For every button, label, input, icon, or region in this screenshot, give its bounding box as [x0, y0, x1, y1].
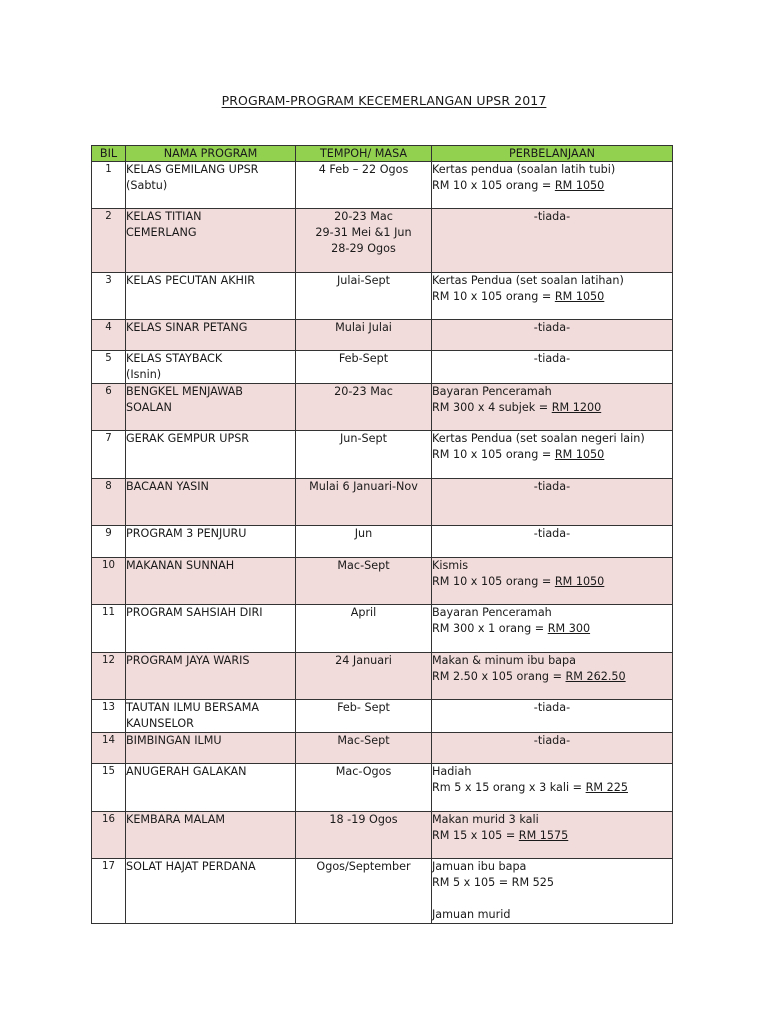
cost-line [432, 574, 672, 590]
cost-text: Bayaran Penceramah [432, 606, 552, 619]
cost-line [432, 764, 672, 780]
cell-nama-program [126, 162, 296, 209]
cell-tempoh-masa [296, 733, 432, 764]
table-row [92, 733, 673, 764]
blank-line [432, 891, 672, 907]
cell-bil: 13 [92, 700, 126, 733]
cost-line [432, 384, 672, 400]
cell-nama-program [126, 273, 296, 320]
header-bil: BIL [92, 146, 126, 162]
cost-total: RM 1050 [554, 179, 605, 192]
cost-line [432, 907, 672, 923]
cell-nama-program [126, 812, 296, 859]
cost-line [432, 289, 672, 305]
tempoh-line: 20-23 Mac [334, 385, 393, 398]
cost-text: RM 15 x 105 = [432, 829, 519, 842]
cost-line [432, 351, 672, 367]
cell-tempoh-masa [296, 653, 432, 700]
cell-bil: 11 [92, 605, 126, 653]
table-row [92, 526, 673, 558]
program-name-line: KELAS GEMILANG UPSR [126, 163, 259, 176]
program-name-line: KELAS SINAR PETANG [126, 321, 248, 334]
cost-line [432, 558, 672, 574]
cost-text: Rm 5 x 15 orang x 3 kali = [432, 781, 586, 794]
cell-perbelanjaan [432, 431, 673, 479]
program-name-line: TAUTAN ILMU BERSAMA [126, 701, 260, 714]
table-row [92, 162, 673, 209]
tempoh-line: 4 Feb – 22 Ogos [318, 163, 409, 176]
cell-tempoh-masa [296, 162, 432, 209]
cost-text: Kertas Pendua (set soalan negeri lain) [432, 432, 645, 445]
cell-tempoh-masa [296, 273, 432, 320]
cost-text: Makan & minum ibu bapa [432, 654, 576, 667]
program-name-line: BACAAN YASIN [126, 480, 209, 493]
cell-bil: 5 [92, 351, 126, 384]
cell-perbelanjaan [432, 351, 673, 384]
cost-text: Jamuan ibu bapa [432, 860, 527, 873]
table-row [92, 384, 673, 431]
cell-perbelanjaan [432, 479, 673, 526]
cost-text: -tiada- [533, 480, 571, 493]
tempoh-line: Mac-Sept [337, 559, 390, 572]
cost-line [432, 700, 672, 716]
cost-text: Jamuan murid [432, 908, 511, 921]
cost-line [432, 621, 672, 637]
cell-nama-program [126, 558, 296, 605]
document-title-text: PROGRAM-PROGRAM KECEMERLANGAN UPSR 2017 [221, 93, 547, 108]
cell-perbelanjaan [432, 700, 673, 733]
cell-tempoh-masa [296, 700, 432, 733]
cell-nama-program [126, 653, 296, 700]
cell-tempoh-masa [296, 526, 432, 558]
cell-tempoh-masa [296, 859, 432, 924]
tempoh-line: Feb-Sept [338, 352, 389, 365]
program-name-line: BIMBINGAN ILMU [126, 734, 222, 747]
cost-text: RM 300 x 1 orang = [432, 622, 548, 635]
cell-nama-program [126, 605, 296, 653]
program-name-line: (Sabtu) [126, 179, 168, 192]
tempoh-line: Mulai 6 Januari-Nov [309, 480, 418, 493]
cost-line [432, 669, 672, 685]
tempoh-line: 20-23 Mac [334, 210, 393, 223]
program-name-line: (Isnin) [126, 368, 162, 381]
cost-line [432, 812, 672, 828]
cell-tempoh-masa [296, 209, 432, 273]
tempoh-line: April [350, 606, 377, 619]
table-row [92, 605, 673, 653]
cost-line [432, 273, 672, 289]
cost-total: RM 225 [585, 781, 628, 794]
cost-total: RM 1575 [518, 829, 569, 842]
cost-line [432, 733, 672, 749]
cost-text: -tiada- [533, 210, 571, 223]
cell-perbelanjaan [432, 273, 673, 320]
cell-perbelanjaan [432, 209, 673, 273]
table-row [92, 558, 673, 605]
table-row [92, 764, 673, 812]
cell-nama-program [126, 431, 296, 479]
cost-text: RM 10 x 105 orang = [432, 575, 555, 588]
cost-text: Kismis [432, 559, 469, 572]
cell-nama-program [126, 859, 296, 924]
cell-bil: 1 [92, 162, 126, 209]
program-name-line: PROGRAM SAHSIAH DIRI [126, 606, 263, 619]
program-table [91, 145, 673, 924]
cell-nama-program [126, 479, 296, 526]
program-name-line: MAKANAN SUNNAH [126, 559, 235, 572]
cost-text: RM 10 x 105 orang = [432, 179, 555, 192]
program-name-line: KAUNSELOR [126, 717, 194, 730]
cost-line [432, 209, 672, 225]
cost-total: RM 1050 [554, 575, 605, 588]
cell-perbelanjaan [432, 653, 673, 700]
cell-bil: 7 [92, 431, 126, 479]
cell-nama-program [126, 526, 296, 558]
cell-nama-program [126, 384, 296, 431]
cell-tempoh-masa [296, 558, 432, 605]
table-row [92, 209, 673, 273]
cell-perbelanjaan [432, 605, 673, 653]
cell-bil: 3 [92, 273, 126, 320]
tempoh-line: Jun [354, 527, 373, 540]
cell-nama-program [126, 733, 296, 764]
table-row [92, 431, 673, 479]
cell-bil: 6 [92, 384, 126, 431]
cell-nama-program [126, 209, 296, 273]
cost-line [432, 875, 672, 891]
cost-line [432, 828, 672, 844]
cell-perbelanjaan [432, 733, 673, 764]
cell-tempoh-masa [296, 479, 432, 526]
cost-line [432, 178, 672, 194]
cell-nama-program [126, 351, 296, 384]
cost-line [432, 447, 672, 463]
cost-text: Bayaran Penceramah [432, 385, 552, 398]
header-perbelanjaan: PERBELANJAAN [432, 146, 673, 162]
header-nama-program: NAMA PROGRAM [126, 146, 296, 162]
cost-text: Kertas pendua (soalan latih tubi) [432, 163, 616, 176]
cell-perbelanjaan [432, 162, 673, 209]
tempoh-line: Ogos/September [316, 860, 411, 873]
tempoh-line: Mac-Sept [337, 734, 390, 747]
cell-perbelanjaan [432, 812, 673, 859]
table-row [92, 700, 673, 733]
cost-total: RM 1200 [551, 401, 602, 414]
cell-perbelanjaan [432, 320, 673, 351]
cost-line [432, 526, 672, 542]
tempoh-line: 28-29 Ogos [331, 242, 396, 255]
program-name-line: GERAK GEMPUR UPSR [126, 432, 250, 445]
program-name-line: PROGRAM JAYA WARIS [126, 654, 250, 667]
cost-total: RM 300 [547, 622, 591, 635]
cell-nama-program [126, 320, 296, 351]
cost-text: RM 2.50 x 105 orang = [432, 670, 566, 683]
table-header-row [92, 146, 673, 162]
program-name-line: ANUGERAH GALAKAN [126, 765, 247, 778]
program-name-line: KELAS TITIAN [126, 210, 202, 223]
cell-perbelanjaan [432, 764, 673, 812]
cell-tempoh-masa [296, 351, 432, 384]
tempoh-line: Jun-Sept [340, 432, 387, 445]
cell-tempoh-masa [296, 320, 432, 351]
cost-line [432, 605, 672, 621]
table-row [92, 273, 673, 320]
tempoh-line: 29-31 Mei &1 Jun [315, 226, 412, 239]
cost-text: RM 300 x 4 subjek = [432, 401, 552, 414]
cost-total: RM 1050 [554, 290, 605, 303]
header-tempoh-masa: TEMPOH/ MASA [296, 146, 432, 162]
cell-bil: 8 [92, 479, 126, 526]
cell-bil: 15 [92, 764, 126, 812]
program-name-line: BENGKEL MENJAWAB [126, 385, 243, 398]
cost-text: Hadiah [432, 765, 472, 778]
cell-perbelanjaan [432, 859, 673, 924]
cell-tempoh-masa [296, 384, 432, 431]
table-row [92, 653, 673, 700]
cost-line [432, 859, 672, 875]
cell-perbelanjaan [432, 558, 673, 605]
cost-line [432, 162, 672, 178]
cell-bil: 4 [92, 320, 126, 351]
cell-bil: 14 [92, 733, 126, 764]
cost-line [432, 780, 672, 796]
program-name-line: SOLAT HAJAT PERDANA [126, 860, 256, 873]
tempoh-line: Mac-Ogos [335, 765, 392, 778]
cost-line [432, 400, 672, 416]
cell-nama-program [126, 764, 296, 812]
cost-text: RM 10 x 105 orang = [432, 290, 555, 303]
tempoh-line: Feb- Sept [337, 701, 390, 714]
cell-tempoh-masa [296, 431, 432, 479]
cell-nama-program [126, 700, 296, 733]
program-name-line: PROGRAM 3 PENJURU [126, 527, 247, 540]
cost-total: RM 262.50 [565, 670, 626, 683]
document-title [0, 93, 768, 108]
cost-total: RM 1050 [554, 448, 605, 461]
table-body [92, 162, 673, 924]
cell-bil: 2 [92, 209, 126, 273]
cost-line [432, 479, 672, 495]
cell-bil: 16 [92, 812, 126, 859]
cell-bil: 17 [92, 859, 126, 924]
program-name-line: KEMBARA MALAM [126, 813, 226, 826]
cell-tempoh-masa [296, 764, 432, 812]
tempoh-line: Julai-Sept [337, 274, 390, 287]
tempoh-line: 18 -19 Ogos [329, 813, 398, 826]
cell-tempoh-masa [296, 812, 432, 859]
cost-text: -tiada- [533, 734, 571, 747]
cell-bil: 9 [92, 526, 126, 558]
program-name-line: CEMERLANG [126, 226, 197, 239]
cell-bil: 12 [92, 653, 126, 700]
cost-text: -tiada- [533, 527, 571, 540]
cell-perbelanjaan [432, 384, 673, 431]
cost-text: RM 5 x 105 = RM 525 [432, 876, 555, 889]
cost-text: -tiada- [533, 352, 571, 365]
tempoh-line: Mulai Julai [335, 321, 392, 334]
cost-line [432, 320, 672, 336]
cost-text: Makan murid 3 kali [432, 813, 539, 826]
program-name-line: SOALAN [126, 401, 172, 414]
cell-bil: 10 [92, 558, 126, 605]
cost-text: -tiada- [533, 701, 571, 714]
cost-text: -tiada- [533, 321, 571, 334]
cell-tempoh-masa [296, 605, 432, 653]
cost-line [432, 653, 672, 669]
cost-text: RM 10 x 105 orang = [432, 448, 555, 461]
cell-perbelanjaan [432, 526, 673, 558]
program-name-line: KELAS STAYBACK [126, 352, 223, 365]
table-row [92, 479, 673, 526]
table-row [92, 812, 673, 859]
program-name-line: KELAS PECUTAN AKHIR [126, 274, 256, 287]
table-row [92, 859, 673, 924]
cost-line [432, 431, 672, 447]
cost-text: Kertas Pendua (set soalan latihan) [432, 274, 624, 287]
table-row [92, 320, 673, 351]
table-row [92, 351, 673, 384]
tempoh-line: 24 Januari [335, 654, 392, 667]
